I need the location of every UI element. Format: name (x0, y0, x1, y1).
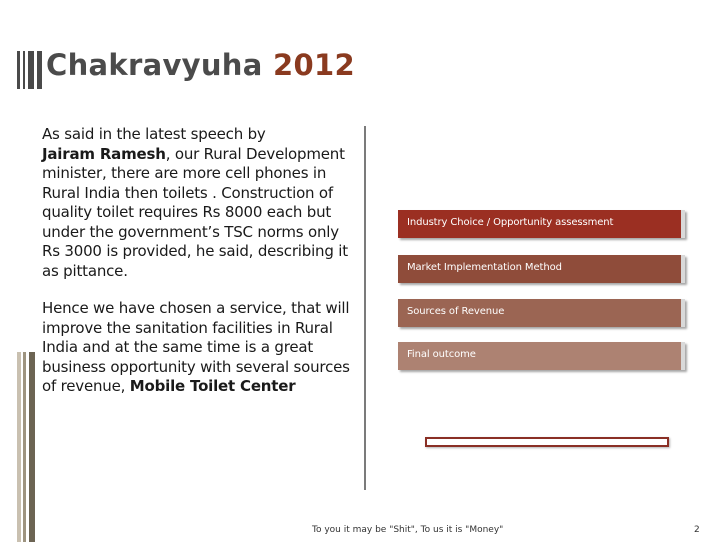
process-step-sources-of-revenue[interactable] (398, 299, 685, 327)
minister-name: Jairam Ramesh (42, 144, 166, 163)
title-stripes-icon (17, 51, 43, 89)
page-number: 2 (694, 525, 700, 535)
footer-text: To you it may be "Shit", To us it is "Money" (312, 525, 504, 535)
slide-title (46, 48, 355, 82)
process-step-label: Final outcome (407, 349, 476, 360)
process-step-industry-choice[interactable] (398, 210, 685, 238)
title-main: Chakravyuha (46, 48, 263, 82)
paragraph-service (42, 299, 352, 397)
paragraph-speech-intro: As said in the latest speech by (42, 125, 266, 143)
title-year: 2012 (273, 48, 355, 82)
mobile-toilet-center-emphasis: Mobile Toilet Center (129, 377, 296, 395)
side-stripes-icon (17, 352, 43, 542)
process-step-label: Industry Choice / Opportunity assessment (407, 217, 614, 228)
process-step-final-outcome[interactable] (398, 342, 685, 370)
empty-outline-box (425, 437, 669, 447)
process-step-label: Market Implementation Method (407, 262, 562, 273)
process-step-label: Sources of Revenue (407, 306, 505, 317)
process-step-market-implementation[interactable] (398, 255, 685, 283)
vertical-divider (364, 126, 366, 490)
paragraph-speech (42, 125, 352, 281)
paragraph-service-text: Hence we have chosen a service, that will improve the sanitation facilities in Rural India and at the same time is a great business opportunity with several sources of revenue, (42, 299, 350, 395)
body-text (42, 125, 352, 397)
paragraph-speech-rest: , our Rural Development minister, there are more cell phones in Rural India then toilets . Construction of quality toilet requires Rs 8000 each but under the government’s TSC norms only Rs 3000 is provided, he said, describing it as pittance. (42, 144, 348, 280)
